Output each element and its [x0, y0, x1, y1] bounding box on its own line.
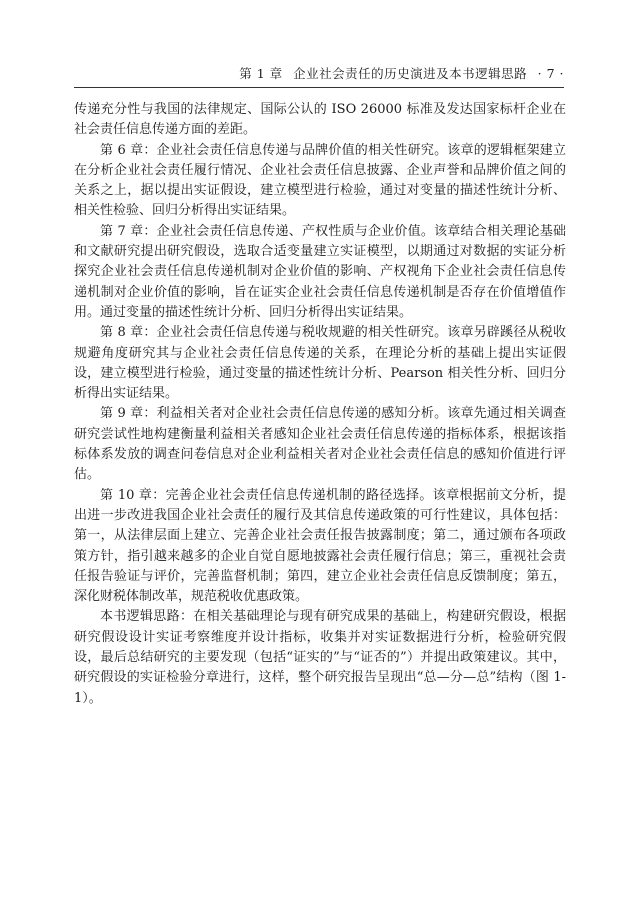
header-rule	[74, 87, 564, 88]
body-text	[74, 100, 566, 709]
paragraph-logic: 本书逻辑思路：在相关基础理论与现有研究成果的基础上，构建研究假设，根据研究假设设计实证考察维度并设计指标，收集并对实证数据进行分析，检验研究假设，最后总结研究的主要发现（包括“证实的”与“证否的”）并提出政策建议。其中，研究假设的实证检验分章进行，这样，整个研究报告呈现出“总—分—总”结构（图 1-1）。	[74, 609, 566, 706]
paragraph-chapter-6: 第 6 章：企业社会责任信息传递与品牌价值的相关性研究。该章的逻辑框架建立在分析企业社会责任履行情况、企业社会责任信息披露、企业声誉和品牌价值之间的关系之上，据以提出实证假设，建立模型进行检验，通过对变量的描述性统计分析、相关性检验、回归分析得出实证结果。	[74, 142, 566, 219]
paragraph-continued: 传递充分性与我国的法律规定、国际公认的 ISO 26000 标准及发达国家标杆企业在社会责任信息传递方面的差距。	[74, 102, 566, 138]
chapter-number: 第 1 章	[239, 66, 283, 81]
paragraph-chapter-9: 第 9 章：利益相关者对企业社会责任信息传递的感知分析。该章先通过相关调查研究尝试性地构建衡量利益相关者感知企业社会责任信息传递的指标体系，根据该指标体系发放的调查问卷信息对企业利益相关者对企业社会责任信息的感知价值进行评估。	[74, 406, 566, 483]
running-header	[74, 64, 564, 82]
paragraph-chapter-10: 第 10 章：完善企业社会责任信息传递机制的路径选择。该章根据前文分析，提出进一步改进我国企业社会责任的履行及其信息传递政策的可行性建议，具体包括：第一，从法律层面上建立、完善企业社会责任报告披露制度；第二，通过颁布各项政策方针，指引越来越多的企业自觉自愿地披露社会责任履行信息；第三，重视社会责任报告验证与评价，完善监督机制；第四，建立企业社会责任信息反馈制度；第五，深化财税体制改革，规范税收优惠政策。	[74, 487, 566, 605]
paragraph-chapter-7: 第 7 章：企业社会责任信息传递、产权性质与企业价值。该章结合相关理论基础和文献研究提出研究假设，选取合适变量建立实证模型，以期通过对数据的实证分析探究企业社会责任信息传递机制对企业价值的影响、产权视角下企业社会责任信息传递机制对企业价值的影响，旨在证实企业社会责任信息传递机制是否存在价值增值作用。通过变量的描述性统计分析、回归分析得出实证结果。	[74, 223, 566, 320]
page-number: · 7 ·	[537, 66, 564, 81]
chapter-title: 企业社会责任的历史演进及本书逻辑思路	[293, 66, 528, 81]
paragraph-chapter-8: 第 8 章：企业社会责任信息传递与税收规避的相关性研究。该章另辟蹊径从税收规避角度研究其与企业社会责任信息传递的关系，在理论分析的基础上提出实证假设，建立模型进行检验，通过变量的描述性统计分析、Pearson 相关性分析、回归分析得出实证结果。	[74, 325, 566, 402]
